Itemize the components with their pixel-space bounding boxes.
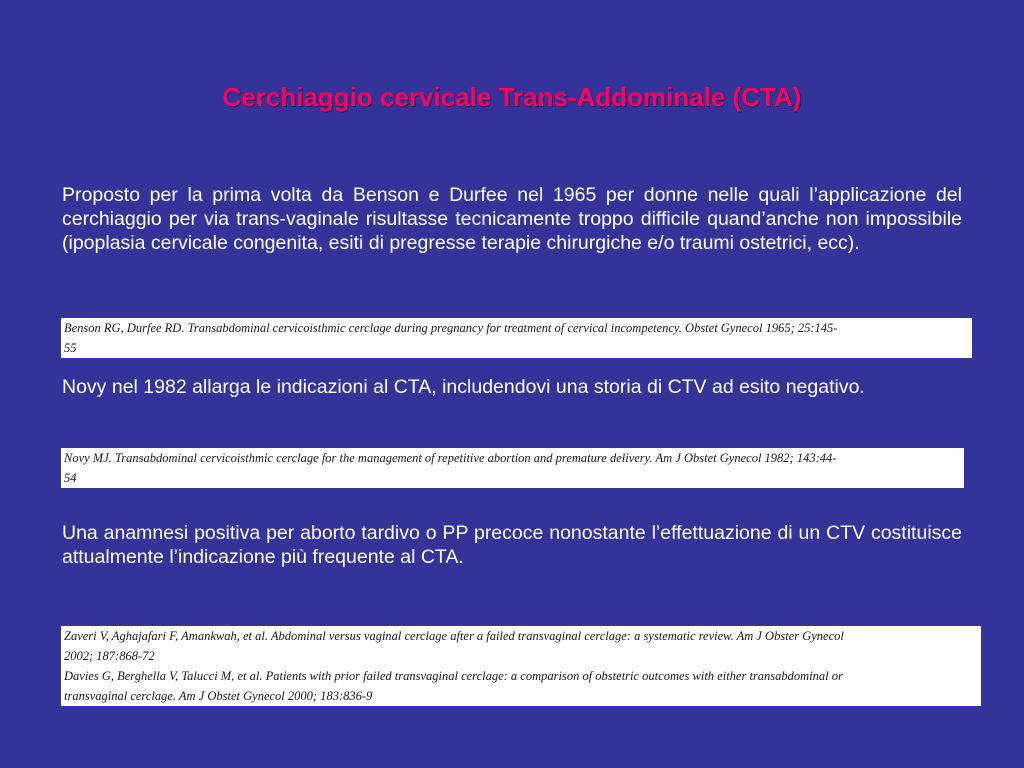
reference-line: 54 xyxy=(64,471,77,485)
reference-box-benson xyxy=(61,318,972,358)
reference-line: Benson RG, Durfee RD. Transabdominal cervicoisthmic cerclage during pregnancy for treatment of cervical incompetency. Obstet Gynecol 1965; 25:145- xyxy=(64,321,838,335)
reference-box-novy xyxy=(61,448,964,488)
reference-box-zaveri-davies xyxy=(61,626,981,706)
reference-line: Novy MJ. Transabdominal cervicoisthmic cerclage for the management of repetitive abortion and premature delivery. Am J Obstet Gynecol 1982; 143:44- xyxy=(64,451,837,465)
reference-line: transvaginal cerclage. Am J Obstet Gynecol 2000; 183:836-9 xyxy=(64,689,373,703)
reference-line: Davies G, Berghella V, Talucci M, et al. Patients with prior failed transvaginal cerclage: a comparison of obstetric outcomes with either transabdominal or xyxy=(64,669,843,683)
reference-line: 2002; 187:868-72 xyxy=(64,649,155,663)
paragraph-benson-durfee: Proposto per la prima volta da Benson e Durfee nel 1965 per donne nelle quali l’applicazione del cerchiaggio per via trans-vaginale risultasse tecnicamente troppo difficile quand’anche non impossibile (ipoplasia cervicale congenita, esiti di pregresse terapie chirurgiche e/o traumi ostetrici, ecc). xyxy=(62,184,962,254)
reference-line: 55 xyxy=(64,341,77,355)
paragraph-indication: Una anamnesi positiva per aborto tardivo o PP precoce nonostante l’effettuazione di un CTV costituisce attualmente l’indicazione più frequente al CTA. xyxy=(62,522,962,568)
paragraph-novy: Novy nel 1982 allarga le indicazioni al CTA, includendovi una storia di CTV ad esito negativo. xyxy=(62,376,865,398)
slide-title: Cerchiaggio cervicale Trans-Addominale (CTA) xyxy=(222,82,802,112)
reference-line: Zaveri V, Aghajafari F, Amankwah, et al. Abdominal versus vaginal cerclage after a failed transvaginal cerclage: a systematic review. Am J Obster Gynecol xyxy=(64,629,844,643)
